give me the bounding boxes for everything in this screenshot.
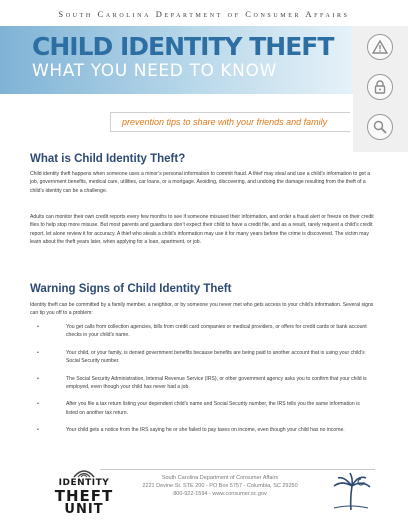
magnifier-icon	[367, 114, 393, 140]
list-item: • You get calls from collection agencies, bills from credit card companies or medical providers, or offers for credit cards or bank account checks in your child’s name.	[30, 323, 370, 340]
list-item: • Your child gets a notice from the IRS saying he or she failed to pay taxes on income, even though your child has no income.	[30, 426, 370, 434]
list-item: • The Social Security Administration, Internal Revenue Service (IRS), or other government agency asks you to confirm that your child is employed, even though your child has never had a job.	[30, 375, 370, 392]
padlock-icon	[367, 74, 393, 100]
warning-icon	[367, 34, 393, 60]
icon-column	[353, 26, 408, 152]
section-heading-what: What is Child Identity Theft?	[30, 153, 186, 165]
logo-word: IDENTITY	[58, 478, 110, 488]
page-title: CHILD IDENTITY THEFT	[32, 32, 334, 61]
logo-word: THEFT	[54, 487, 114, 505]
list-item: • Your child, or your family, is denied government benefits because benefits are being paid to another account that is using your child’s Social Security number.	[30, 349, 370, 366]
footer-contact: 800-922-1594 - www.consumer.sc.gov	[173, 491, 267, 497]
logo-word: UNIT	[64, 502, 104, 517]
tagline-text: prevention tips to share with your friends and family	[122, 117, 328, 127]
sc-consumer-affairs-seal	[326, 470, 376, 520]
section1-paragraph: Child identity theft happens when someone uses a minor’s personal information to commit fraud. A thief may steal and use a child’s information to get a job, government benefits, medical care, utilities, car loans, or a mortgage. Avoiding, discovering, and undoing the damage resulting from the theft of a child’s identity can be a challenge.	[30, 171, 371, 194]
footer-address: 2221 Devine St. STE 200 - PO Box 5757 - Columbia, SC 29250	[142, 483, 298, 489]
warning-signs-list	[30, 323, 370, 444]
org-header: South Carolina Department of Consumer Affairs	[58, 9, 350, 19]
tagline-box	[110, 112, 350, 132]
section-heading-warning: Warning Signs of Child Identity Theft	[30, 283, 232, 295]
section1-paragraph: Adults can monitor their own credit reports every few months to see if someone misused their information, and order a fraud alert or freeze on their credit files to help stop more misuse. But most parents and guardians don’t expect their child to have a credit file, and as a result, rarely request a child’s credit report, let alone review it for accuracy. A thief who steals a child’s information may use it for many years before the crime is discovered. The victim may learn about the theft years later, when applying for a loan, apartment, or job.	[30, 214, 374, 246]
footer-org: South Carolina Department of Consumer Affairs	[161, 475, 279, 481]
section2-intro: Identity theft can be committed by a family member, a neighbor, or by someone you never met who gets access to your child’s information. Several signs can tip you off to a problem:	[30, 302, 374, 317]
list-item: • After you file a tax return listing your dependent child’s name and Social Security number, the IRS tells you the same information is listed on another tax return.	[30, 400, 370, 417]
identity-theft-unit-logo	[52, 465, 116, 521]
page-subtitle: WHAT YOU NEED TO KNOW	[32, 61, 277, 81]
